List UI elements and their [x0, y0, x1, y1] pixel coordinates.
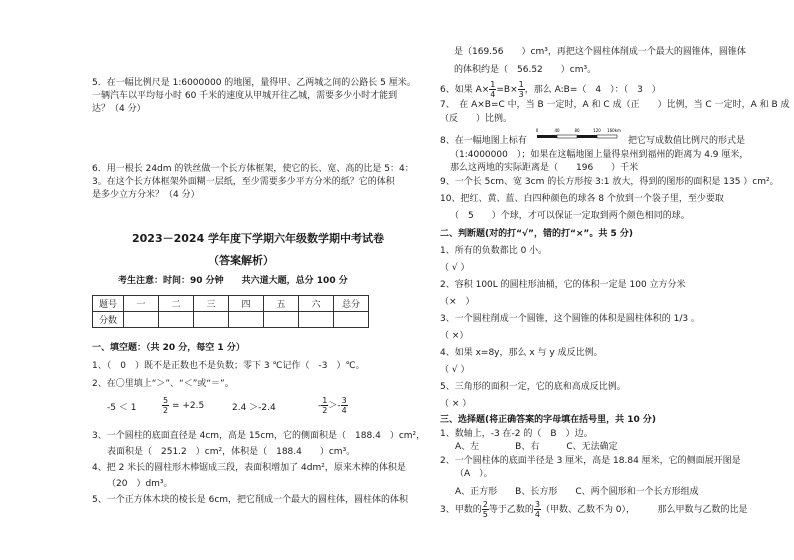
question-5-line3: 达？（4 分）	[92, 104, 146, 114]
table-cell: 总分	[334, 296, 369, 312]
question-5-line2: 一辆汽车以平均每小时 60 千米的速度从甲城开往乙城，需要多少小时才能到	[92, 91, 398, 101]
table-cell: 五	[264, 296, 299, 312]
fraction: $\frac{2}{5}$	[482, 500, 488, 519]
table-cell: 一	[124, 296, 159, 312]
judge-answer-5: （ × ）	[440, 399, 472, 409]
judge-question-4: 4、如果 x=8y，那么 x 与 y 成反比例。	[440, 348, 603, 358]
table-cell	[194, 312, 229, 328]
scale-label: 120	[593, 128, 601, 133]
exam-notice: 考生注意：时间：90 分钟 共六道大题，总分 100 分	[118, 276, 348, 286]
judge-answer-1: （ √ ）	[440, 263, 470, 273]
fill-question-10-line1: 10、把红、黄、蓝、白四种颜色的球各 8 个放到一个袋子里，至少要取	[440, 194, 724, 204]
fill-question-5-cont-line1: 是（169.56 ）cm³，再把这个圆柱体削成一个最大的圆锥体，圆锥体	[454, 47, 746, 57]
question-6-line1: 6．用一根长 24dm 的铁丝做一个长方体框架，使它的长、宽、高的比是 5：4：	[92, 164, 414, 174]
table-cell: 四	[229, 296, 264, 312]
fill-question-6: 6、如果 A× $\frac{1}{4}$ =B× $\frac{1}{3}$ ，那么 A:B=（ 4 ）：（ 3 ）	[440, 80, 661, 99]
compare-2: $\frac{5}{2}$ = +2.5	[163, 396, 205, 415]
fill-question-8-line1a: 8、在一幅地图上标有	[440, 136, 527, 146]
fill-question-1: 1、（ 0 ）既不是正数也不是负数；零下 3 ℃记作（ -3 ）℃。	[92, 361, 365, 371]
fill-question-8-line3: 那么这两地的实际距离是（ 196 ）千米	[450, 163, 639, 173]
table-cell	[124, 312, 159, 328]
compare-3: 2.4 ＞-2.4	[232, 403, 276, 413]
scale-label: 40	[554, 128, 560, 133]
fraction: $\frac{3}{4}$	[341, 396, 347, 415]
table-cell	[229, 312, 264, 328]
judge-answer-4: （ √ ）	[440, 365, 470, 375]
choice-question-3: 3、甲数的 $\frac{2}{5}$ 等于乙数的 $\frac{3}{4}$ （甲数、乙数不为 0）， 那么甲数与乙数的比是	[440, 500, 748, 519]
table-cell: 分数	[93, 312, 124, 328]
scale-segment	[597, 135, 617, 138]
score-table-row	[93, 312, 369, 328]
table-cell	[159, 312, 194, 328]
fill-question-2: 2、在〇里填上“＞”、“＜”或“＝”。	[92, 379, 234, 389]
choice-options-1: A、左 B、右 C、无法确定	[455, 442, 618, 452]
fraction: $\frac{1}{3}$	[518, 80, 524, 99]
question-6-line3: 是多少立方分米？（4 分）	[92, 190, 200, 200]
judge-question-5: 5、三角形的面积一定，它的底和高成反比例。	[440, 382, 626, 392]
fill-question-3-line1: 3、一个圆柱的底面直径是 4cm，高是 15cm，它的侧面积是（ 188.4 ）cm²，	[92, 431, 426, 441]
scale-label: 0	[535, 128, 539, 133]
fill-question-9: 9、一个长 5cm、宽 3cm 的长方形按 3:1 放大，得到的图形的面积是 135 ）cm²。	[440, 177, 779, 187]
scale-label: 80	[574, 128, 580, 133]
fill-question-4-line1: 4、把 2 米长的圆柱形木棒锯成三段，表面积增加了 4dm²，原来木棒的体积是	[92, 463, 406, 473]
fill-question-10-line2: （ 5 ）个球，才可以保证一定取到两个颜色相同的球。	[450, 211, 690, 221]
compare-4: - $\frac{1}{2}$ ＞- $\frac{3}{4}$	[318, 396, 347, 415]
table-cell	[299, 312, 334, 328]
exam-subtitle: （答案解析）	[208, 254, 274, 267]
section-3-heading: 三、选择题(将正确答案的字母填在括号里，共 10 分)	[440, 415, 657, 425]
compare-1: -5 ＜ 1	[107, 403, 137, 413]
section-1-heading: 一、填空题：（共 20 分，每空 1 分）	[92, 343, 245, 353]
table-cell: 三	[194, 296, 229, 312]
fill-question-8-line2: （1:4000000 ）；如果在这幅地图上量得泉州到福州的距离为 4.9 厘米，	[450, 150, 749, 160]
fraction: $\frac{1}{4}$	[490, 80, 496, 99]
judge-question-1: 1、所有的负数都比 0 小。	[440, 246, 548, 256]
fraction: $\frac{5}{2}$	[163, 396, 169, 415]
table-cell: 题号	[93, 296, 124, 312]
judge-answer-2: （× ）	[440, 297, 475, 307]
fill-question-3-line2: 表面积是（ 251.2 ）cm²，体积是（ 188.4 ）cm³。	[107, 447, 356, 457]
table-cell	[264, 312, 299, 328]
table-cell: 二	[159, 296, 194, 312]
table-cell	[334, 312, 369, 328]
map-scale-bar	[534, 126, 622, 142]
choice-answer-2: （A ）。	[455, 469, 493, 479]
score-table	[92, 295, 369, 328]
fill-question-8-line1b: 把它写成数值比例尺的形式是	[628, 136, 746, 146]
fill-question-5: 5、一个正方体木块的棱长是 6cm，把它削成一个最大的圆柱体，圆柱体的体积	[92, 495, 409, 505]
question-5-line1: 5．在一幅比例尺是 1:6000000 的地图，量得甲、乙两城之间的公路长 5 厘米。	[92, 78, 416, 88]
scale-label: 160km	[607, 128, 621, 133]
scale-segment	[577, 135, 597, 138]
table-cell: 六	[299, 296, 334, 312]
judge-answer-3: （ ×）	[440, 331, 469, 341]
judge-question-3: 3、一个圆柱削成一个圆锥，这个圆锥的体积是圆柱体积的 1/3 。	[440, 314, 700, 324]
score-table-header	[93, 296, 369, 312]
question-6-line2: 3。在这个长方体框架外面糊一层纸，至少需要多少平方分米的纸？它的体积	[92, 177, 395, 187]
choice-question-1: 1、数轴上，-3 在-2 的（ B ）边。	[440, 429, 593, 439]
choice-options-2: A、正方形 B、长方形 C、两个圆形和一个长方形组成	[455, 487, 699, 497]
fill-question-7-line2: （反 ）比例。	[440, 114, 513, 124]
fill-question-5-cont-line2: 的体积约是（ 56.52 ）cm³。	[454, 65, 597, 75]
choice-question-2: 2、一个圆柱体的底面半径是 3 厘米，高是 18.84 厘米，它的侧面展开图是	[440, 456, 741, 466]
fill-question-7-line1: 7、 在 A×B=C 中，当 B 一定时，A 和 C 成（正 ）比例，当 C 一定时，A 和 B 成	[440, 100, 790, 110]
exam-title: 2023－2024 学年度下学期六年级数学期中考试卷	[132, 232, 385, 245]
fill-question-4-line2: （20 ）dm³。	[107, 479, 173, 489]
scale-segment	[557, 135, 577, 138]
fraction: $\frac{1}{2}$	[322, 396, 328, 415]
fraction: $\frac{3}{4}$	[534, 500, 540, 519]
scale-segment	[537, 135, 557, 138]
judge-question-2: 2、容积 100L 的圆柱形油桶，它的体积一定是 100 立方分米	[440, 280, 686, 290]
section-2-heading: 二、判断题(对的打“√”，错的打“×”。共 5 分)	[440, 229, 633, 239]
